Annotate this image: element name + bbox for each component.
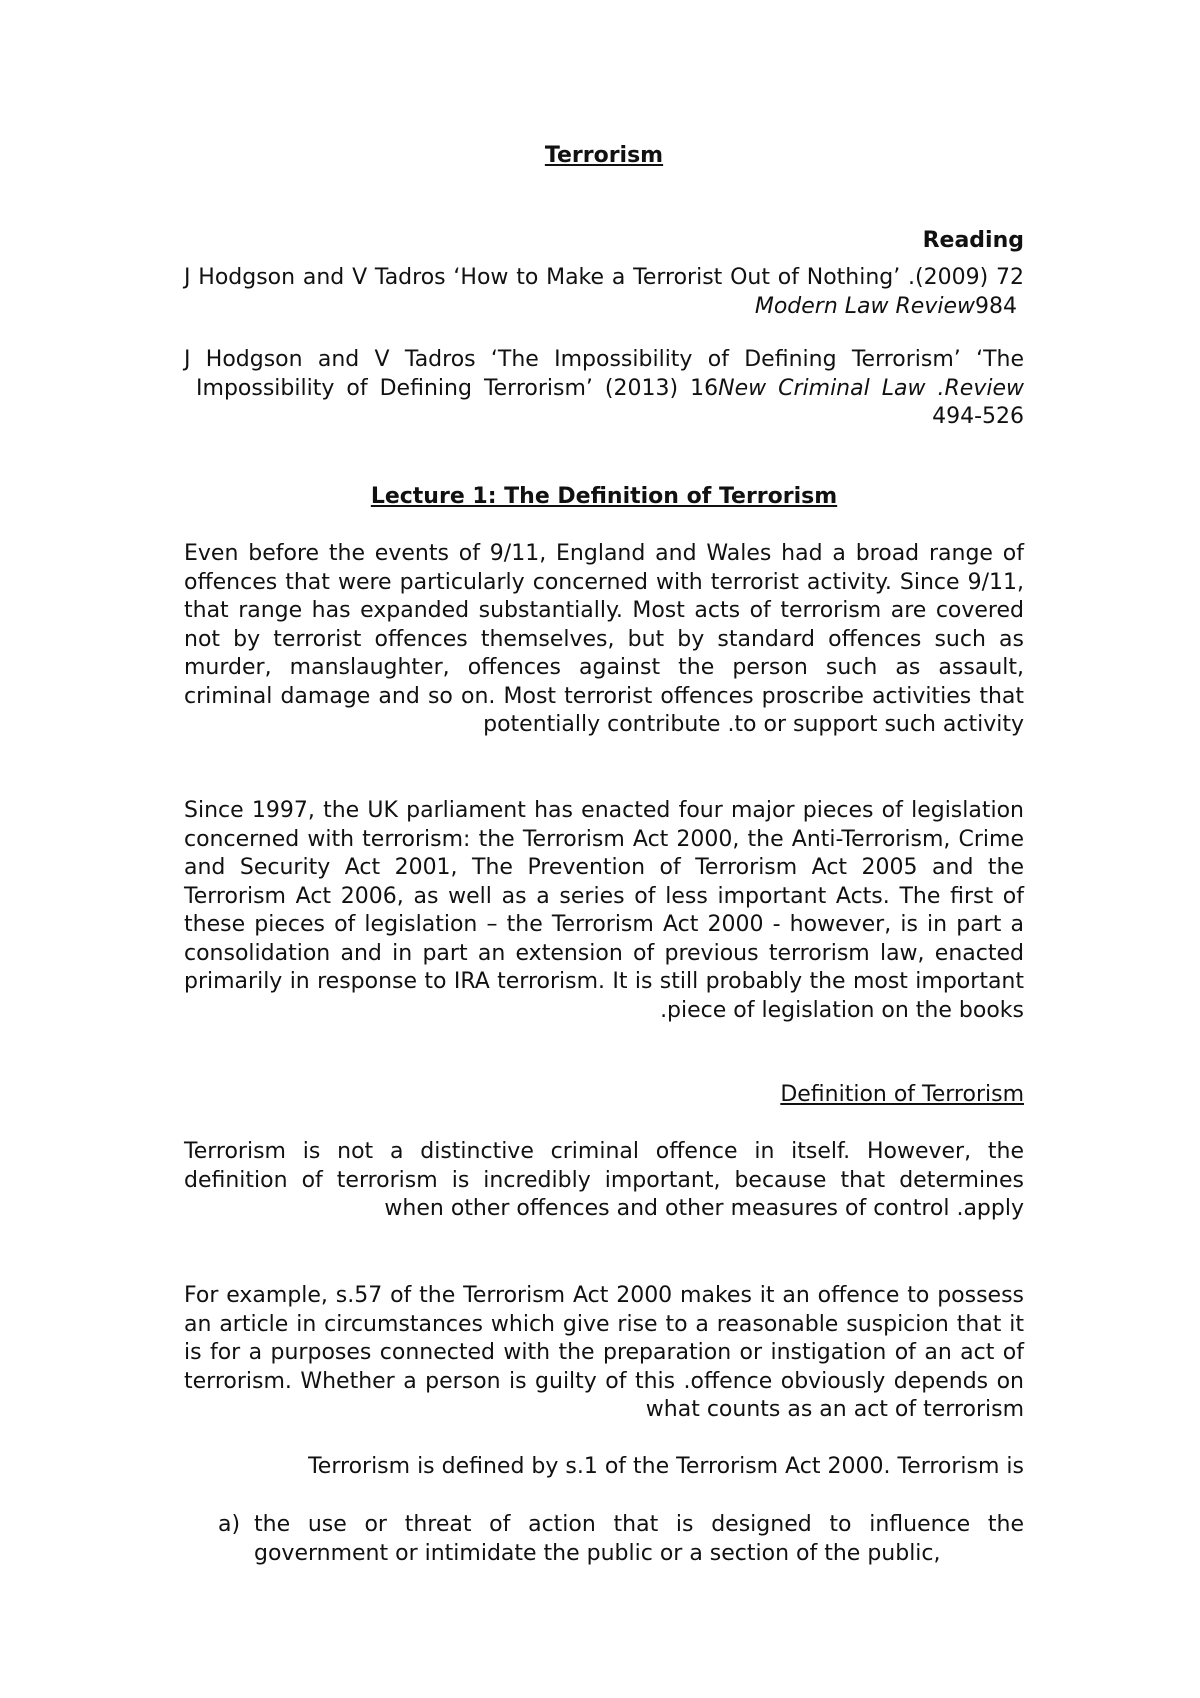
list-marker: a) (218, 1512, 241, 1537)
reference-2-page: 494-526 (932, 404, 1024, 429)
subheading-definition: Definition of Terrorism (780, 1082, 1024, 1107)
reference-2-journal: New Criminal Law .Review (718, 375, 1024, 401)
lecture-heading: Lecture 1: The Definition of Terrorism (370, 484, 838, 509)
reference-2 (184, 346, 1024, 432)
document-title: Terrorism (544, 143, 664, 168)
list-item (218, 1511, 1024, 1568)
list-item-text: the use or threat of action that is designed to influence the government or intimidate the public or a section of the public, (254, 1512, 1024, 1566)
paragraph-3: Terrorism is not a distinctive criminal offence in itself. However, the definition of terrorism is incredibly important, because that determines when other offences and other measures of control .apply (184, 1139, 1024, 1221)
reference-1-text: J Hodgson and V Tadros ‘How to Make a Terrorist Out of Nothing’ .(2009) 72 (184, 265, 1024, 290)
reading-heading: Reading (922, 228, 1024, 253)
paragraph-2: Since 1997, the UK parliament has enacted four major pieces of legislation concerned with terrorism: the Terrorism Act 2000, the Anti-Terrorism, Crime and Security Act 2001, The Prevention of Terrorism Act 2005 and the Terrorism Act 2006, as well as a series of less important Acts. The first of these pieces of legislation – the Terrorism Act 2000 - however, is in part a consolidation and in part an extension of previous terrorism law, enacted primarily in response to IRA terrorism. It is still probably the most important .piece of legislation on the books (184, 798, 1024, 1023)
reference-1-journal: Modern Law Review (754, 293, 975, 319)
reference-2-text: J Hodgson and V Tadros ‘The Impossibility of Defining Terrorism’ ‘The Impossibility of Defining Terrorism’ (2013) 16 (184, 347, 1024, 401)
definition-intro: Terrorism is defined by s.1 of the Terrorism Act 2000. Terrorism is (308, 1454, 1024, 1479)
paragraph-4: For example, s.57 of the Terrorism Act 2000 makes it an offence to possess an article in circumstances which give rise to a reasonable suspicion that it is for a purposes connected with the preparation or instigation of an act of terrorism. Whether a person is guilty of this .offence obviously depends on what counts as an act of terrorism (184, 1283, 1024, 1422)
reference-1 (184, 264, 1024, 321)
paragraph-1: Even before the events of 9/11, England and Wales had a broad range of offences that were particularly concerned with terrorist activity. Since 9/11, that range has expanded substantially. Most acts of terrorism are covered not by terrorist offences themselves, but by standard offences such as murder, manslaughter, offences against the person such as assault, criminal damage and so on. Most terrorist offences proscribe activities that potentially contribute .to or support such activity (184, 541, 1024, 737)
reference-1-page: 984 (975, 293, 1024, 319)
